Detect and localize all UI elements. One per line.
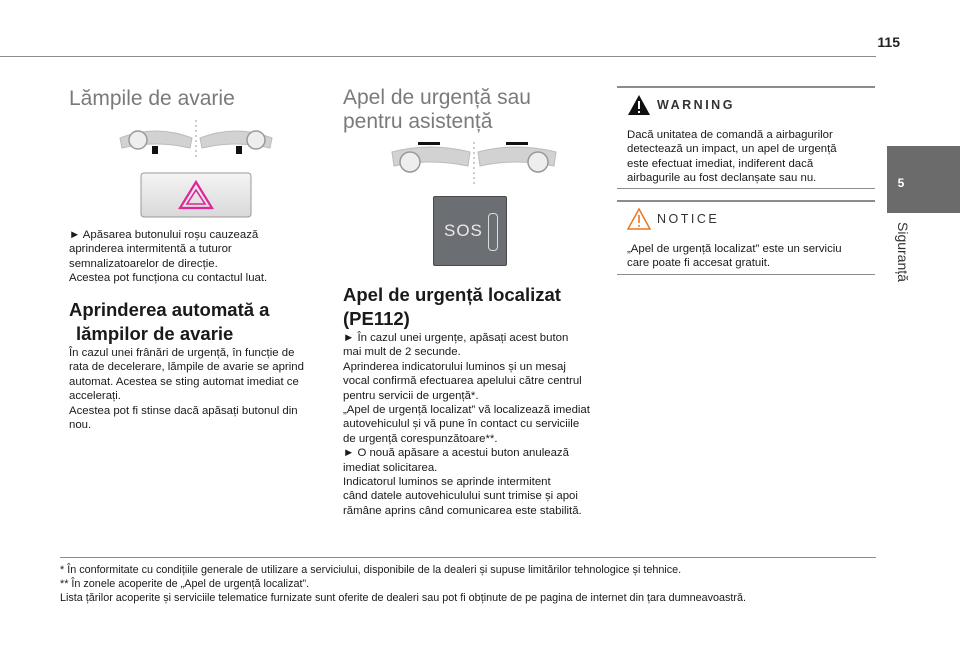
sos-button-illustration [433, 196, 507, 266]
footnote-3: Lista țărilor acoperite și serviciile telematice furnizate sunt oferite de dealeri sau pot fi obținute de pe pagina de internet din țara dumneavoastră. [60, 592, 746, 604]
header-rule [0, 56, 876, 57]
chapter-number: 5 [897, 176, 905, 190]
notice-label: NOTICE [657, 212, 720, 226]
sos-label: SOS [444, 221, 483, 240]
notice-triangle-icon [627, 208, 651, 230]
pe112-paragraph: ► În cazul unei urgențe, apăsați acest buton mai mult de 2 secunde. Aprinderea indicatorului luminos și un mesaj vocal confirmă efectuarea apelului către centrul pentru servicii de urgență*. „Apel de urgență localizat” vă localizează imediat autovehiculul și vă pune în contact cu serviciile de urgență corespunzătoare**. ► O nouă apăsare a acestui buton anulează imediat solicitarea. Indicatorul luminos se aprinde intermitent când datele autovehiculului sunt trimise și apoi rămâne aprins când comunicarea este stabilită. [343, 332, 590, 517]
hazard-lamps-title: Lămpile de avarie [69, 87, 235, 110]
notice-text: „Apel de urgență localizat” este un serviciu care poate fi accesat gratuit. [627, 243, 842, 270]
sos-button-location-illustration [388, 140, 560, 186]
emergency-call-title: Apel de urgență sau pentru asistență [343, 86, 531, 133]
sos-indicator-icon [488, 213, 498, 251]
auto-hazard-heading: Aprinderea automată a lămpilor de avarie [69, 299, 270, 344]
chapter-label: Siguranță [895, 222, 911, 282]
warning-box [617, 86, 875, 189]
hazard-intro-paragraph: ► Apăsarea butonului roșu cauzează aprinderea intermitentă a tuturor semnalizatoarelor de direcție. Acestea pot funcționa cu contactul luat. [69, 229, 268, 285]
footnote-1: * În conformitate cu condițiile generale de utilizare a serviciului, disponibile de la dealeri și supuse limitărilor tehnologice și tehnice. [60, 564, 682, 576]
warning-label: WARNING [657, 98, 735, 112]
warning-triangle-icon [627, 94, 651, 116]
pe112-heading: Apel de urgență localizat (PE112) [343, 284, 561, 329]
notice-box [617, 200, 875, 275]
page-number: 115 [877, 34, 900, 50]
footnotes [60, 563, 876, 605]
footnote-rule [60, 557, 876, 558]
hazard-button-location-illustration [116, 118, 276, 162]
warning-text: Dacă unitatea de comandă a airbagurilor detectează un impact, un apel de urgență este efectuat imediat, indiferent dacă airbagurile au fost declanșate sau nu. [627, 129, 837, 185]
auto-hazard-paragraph: În cazul unei frânări de urgență, în funcție de rata de decelerare, lămpile de avarie se aprind automat. Acestea se sting automat imediat ce accelerați. Acestea pot fi stinse dacă apăsați butonul din nou. [69, 347, 304, 432]
hazard-button-illustration [140, 172, 252, 218]
footnote-2: ** În zonele acoperite de „Apel de urgență localizat”. [60, 578, 310, 590]
